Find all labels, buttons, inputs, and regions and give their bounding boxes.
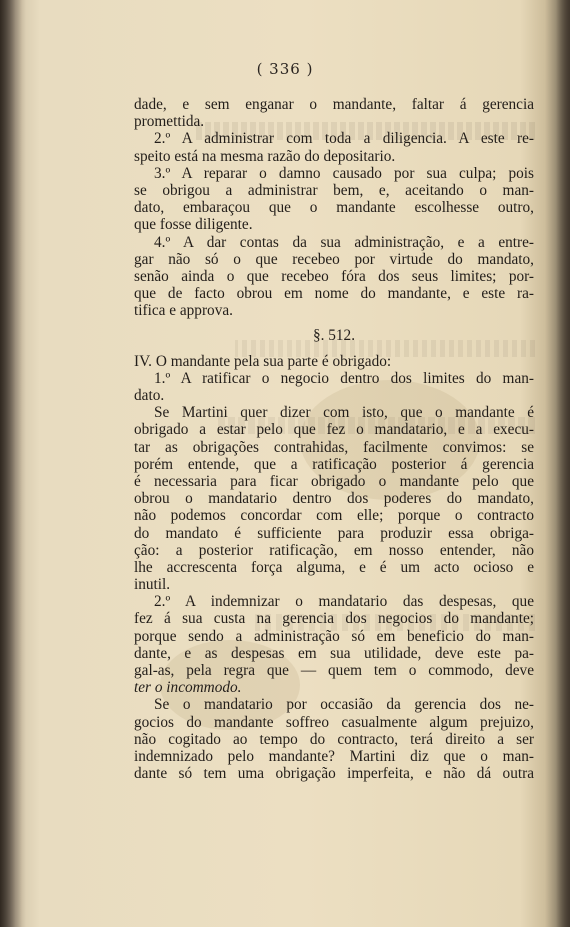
text-line: é necessaria para ficar obrigado o mandante pelo que: [134, 472, 534, 490]
text-line: ção: a posterior ratificação, em nosso entender, não: [134, 541, 534, 559]
text-line: lhe accrescenta força alguma, e é um acto ocioso e: [134, 558, 534, 576]
text-line: ter o incommodo.: [134, 679, 242, 697]
text-line: tifica e approva.: [134, 302, 233, 320]
text-line: tar as obrigações contrahidas, facilmente convimos: se: [134, 438, 534, 456]
page-number: ( 336 ): [256, 60, 314, 78]
text-line: obrou o mandatario dentro dos poderes do mandato,: [134, 490, 534, 508]
text-line: não cogitado ao tempo do contracto, terá direito a ser: [134, 730, 534, 748]
text-line: speito está na mesma razão do depositario.: [134, 147, 396, 165]
text-line: 1.º A ratificar o negocio dentro dos limites do man-: [154, 369, 534, 387]
text-line: Se Martini quer dizer com isto, que o mandante é: [154, 404, 534, 422]
text-line: se obrigou a administrar bem, e, aceitando o man-: [134, 181, 534, 199]
text-line: 2.º A administrar com toda a diligencia. A este re-: [154, 130, 534, 148]
body-text: [134, 96, 534, 782]
text-line: obrigado a estar pelo que fez o mandatario, e a execu-: [134, 421, 534, 439]
text-line: dante, e as despesas em sua utilidade, deve este pa-: [134, 644, 534, 662]
page-edge-shadow: [556, 0, 570, 927]
text-line: do mandato é sufficiente para produzir essa obriga-: [134, 524, 534, 542]
text-line: porém entende, que a ratificação posterior á gerencia: [134, 455, 534, 473]
text-line: indemnizado pelo mandante? Martini diz que o man-: [134, 747, 534, 765]
text-line: IV. O mandante pela sua parte é obrigado:: [134, 352, 392, 370]
text-line: dato.: [134, 387, 165, 404]
text-line: fez á sua custa na gerencia dos negocios do mandante;: [134, 610, 534, 628]
text-line: senão ainda o que recebeo fóra dos seus limites; por-: [134, 267, 534, 285]
section-heading: §. 512.: [312, 327, 356, 345]
text-line: 4.º A dar contas da sua administração, e a entre-: [154, 233, 534, 251]
text-line: 3.º A reparar o damno causado por sua culpa; pois: [154, 164, 534, 182]
text-line: gal-as, pela regra que — quem tem o commodo, deve: [134, 662, 534, 679]
text-line: porque sendo a administração só em beneficio do man-: [134, 627, 534, 645]
text-line: 2.º A indemnizar o mandatario das despesas, que: [154, 593, 534, 611]
text-line: dade, e sem enganar o mandante, faltar á gerencia: [134, 96, 534, 113]
text-line: que fosse diligente.: [134, 216, 253, 234]
spine-shadow: [0, 0, 26, 927]
text-line: inutil.: [134, 576, 171, 594]
text-line: dato, embaraçou que o mandante escolhesse outro,: [134, 199, 534, 217]
text-line: promettida.: [134, 113, 205, 131]
text-line: Se o mandatario por occasião da gerencia dos ne-: [154, 696, 534, 714]
text-line: não podemos concordar com elle; porque o contracto: [134, 507, 534, 525]
text-line: gocios do mandante soffreo casualmente algum prejuizo,: [134, 713, 534, 731]
text-line: gar não só o que recebeo por virtude do mandato,: [134, 250, 534, 268]
text-line: que de facto obrou em nome do mandante, e este ra-: [134, 285, 534, 303]
text-line: dante só tem uma obrigação imperfeita, e não dá outra: [134, 765, 534, 783]
